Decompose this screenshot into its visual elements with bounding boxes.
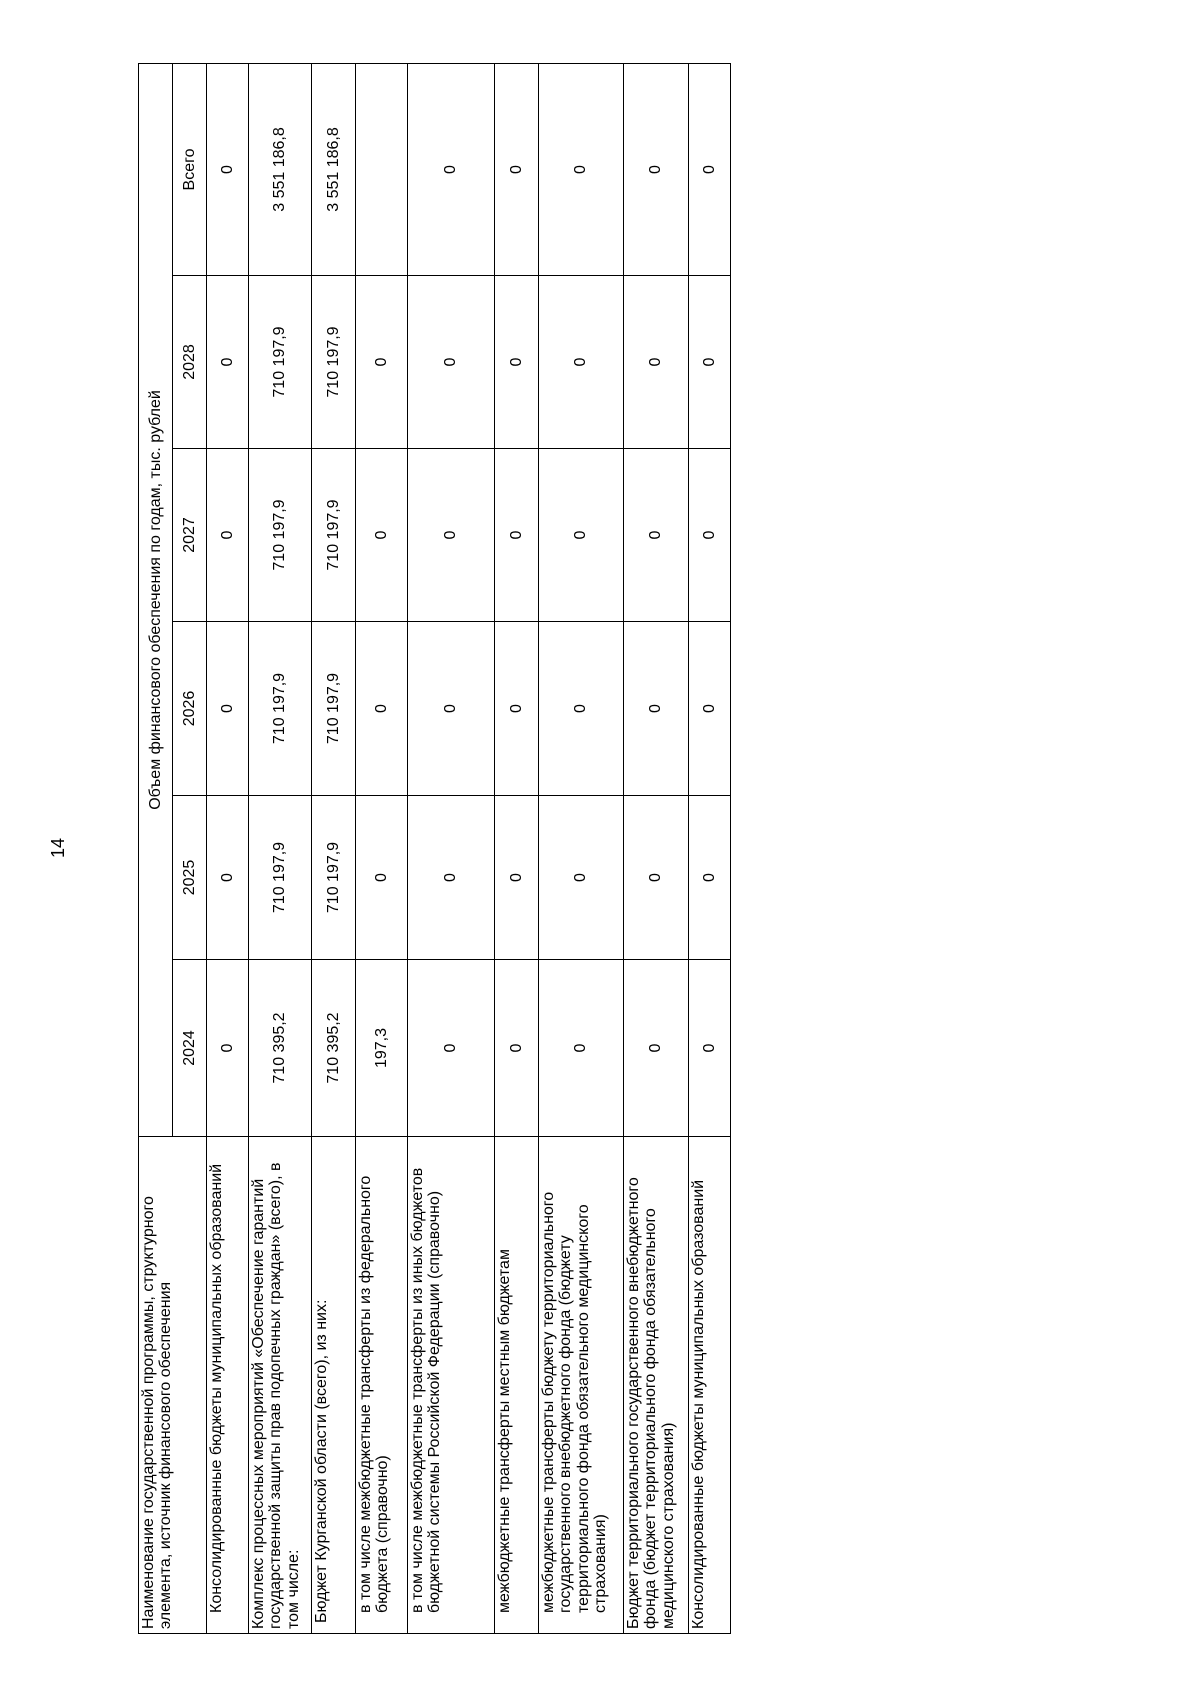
value-cell: 0 bbox=[408, 796, 495, 960]
value-cell: 710 197,9 bbox=[249, 622, 312, 796]
row-label-cell: Бюджет Курганской области (всего), из них: bbox=[312, 1137, 356, 1634]
value-cell: 0 bbox=[689, 960, 731, 1137]
row-label-cell: Бюджет территориального государственного внебюджетного фонда (бюджет территориального фонда обязательного медицинского страхования) bbox=[624, 1137, 689, 1634]
value-cell: 0 bbox=[408, 449, 495, 622]
value-cell: 0 bbox=[495, 622, 539, 796]
value-cell: 0 bbox=[207, 449, 249, 622]
value-cell: 0 bbox=[495, 796, 539, 960]
header-name-cell: Наименование государственной программы, структурного элемента, источник финансового обеспечения bbox=[139, 1137, 207, 1634]
value-cell: 710 197,9 bbox=[312, 622, 356, 796]
value-cell: 0 bbox=[624, 796, 689, 960]
financing-table bbox=[138, 63, 731, 1634]
rotated-table-frame bbox=[138, 64, 738, 1634]
value-cell: 710 197,9 bbox=[249, 276, 312, 449]
table-row bbox=[495, 63, 539, 1633]
value-cell: 0 bbox=[207, 276, 249, 449]
value-cell: 0 bbox=[408, 622, 495, 796]
page-number: 14 bbox=[48, 837, 68, 858]
value-cell: 0 bbox=[539, 960, 624, 1137]
table-row bbox=[356, 63, 408, 1633]
header-year-2026: 2026 bbox=[173, 622, 207, 796]
value-cell: 3 551 186,8 bbox=[312, 63, 356, 275]
value-cell: 0 bbox=[495, 960, 539, 1137]
value-cell: 0 bbox=[624, 960, 689, 1137]
value-cell: 0 bbox=[207, 63, 249, 275]
value-cell: 710 197,9 bbox=[312, 796, 356, 960]
value-cell: 0 bbox=[356, 449, 408, 622]
value-cell: 0 bbox=[689, 449, 731, 622]
header-group-cell: Объем финансового обеспечения по годам, тыс. рублей bbox=[139, 63, 173, 1136]
value-cell: 0 bbox=[539, 796, 624, 960]
table-row bbox=[249, 63, 312, 1633]
value-cell: 710 197,9 bbox=[249, 796, 312, 960]
table-row bbox=[539, 63, 624, 1633]
value-cell: 0 bbox=[356, 796, 408, 960]
value-cell: 710 395,2 bbox=[249, 960, 312, 1137]
value-cell: 0 bbox=[495, 63, 539, 275]
value-cell: 0 bbox=[356, 622, 408, 796]
value-cell: 710 197,9 bbox=[249, 449, 312, 622]
value-cell: 0 bbox=[624, 63, 689, 275]
value-cell: 710 197,9 bbox=[312, 276, 356, 449]
value-cell: 0 bbox=[207, 622, 249, 796]
value-cell: 0 bbox=[689, 276, 731, 449]
header-year-2025: 2025 bbox=[173, 796, 207, 960]
table-row bbox=[624, 63, 689, 1633]
value-cell: 0 bbox=[689, 63, 731, 275]
table-row bbox=[689, 63, 731, 1633]
table-body bbox=[139, 63, 731, 1633]
table-row bbox=[408, 63, 495, 1633]
row-label-cell: Консолидированные бюджеты муниципальных образований bbox=[207, 1137, 249, 1634]
header-year-2028: 2028 bbox=[173, 276, 207, 449]
value-cell: 0 bbox=[408, 63, 495, 275]
table-row bbox=[312, 63, 356, 1633]
row-label-cell: межбюджетные трансферты бюджету территориального государственного внебюджетного фонда (бюджету территориального фонда обязательного медицинского страхования) bbox=[539, 1137, 624, 1634]
value-cell: 3 551 186,8 bbox=[249, 63, 312, 275]
financing-table-container bbox=[138, 64, 738, 1634]
header-total: Всего bbox=[173, 63, 207, 275]
value-cell: 0 bbox=[539, 449, 624, 622]
value-cell: 710 197,9 bbox=[312, 449, 356, 622]
row-label-cell: в том числе межбюджетные трансферты из иных бюджетов бюджетной системы Российской Федерации (справочно) bbox=[408, 1137, 495, 1634]
row-label-cell: Консолидированные бюджеты муниципальных образований bbox=[689, 1137, 731, 1634]
value-cell: 0 bbox=[624, 622, 689, 796]
value-cell: 710 395,2 bbox=[312, 960, 356, 1137]
value-cell: 197,3 bbox=[356, 960, 408, 1137]
value-cell: 0 bbox=[207, 960, 249, 1137]
value-cell: 0 bbox=[539, 622, 624, 796]
value-cell: 0 bbox=[689, 796, 731, 960]
header-row-1 bbox=[139, 63, 173, 1633]
value-cell: 0 bbox=[539, 63, 624, 275]
row-label-cell: межбюджетные трансферты местным бюджетам bbox=[495, 1137, 539, 1634]
header-year-2024: 2024 bbox=[173, 960, 207, 1137]
value-cell bbox=[356, 63, 408, 275]
row-label-cell: в том числе межбюджетные трансферты из федерального бюджета (справочно) bbox=[356, 1137, 408, 1634]
value-cell: 0 bbox=[689, 622, 731, 796]
row-label-cell: Комплекс процессных мероприятий «Обеспечение гарантий государственной защиты прав подопечных граждан» (всего), в том числе: bbox=[249, 1137, 312, 1634]
value-cell: 0 bbox=[495, 449, 539, 622]
value-cell: 0 bbox=[408, 276, 495, 449]
header-year-2027: 2027 bbox=[173, 449, 207, 622]
value-cell: 0 bbox=[539, 276, 624, 449]
value-cell: 0 bbox=[207, 796, 249, 960]
value-cell: 0 bbox=[495, 276, 539, 449]
table-row bbox=[207, 63, 249, 1633]
value-cell: 0 bbox=[408, 960, 495, 1137]
value-cell: 0 bbox=[624, 276, 689, 449]
value-cell: 0 bbox=[356, 276, 408, 449]
value-cell: 0 bbox=[624, 449, 689, 622]
